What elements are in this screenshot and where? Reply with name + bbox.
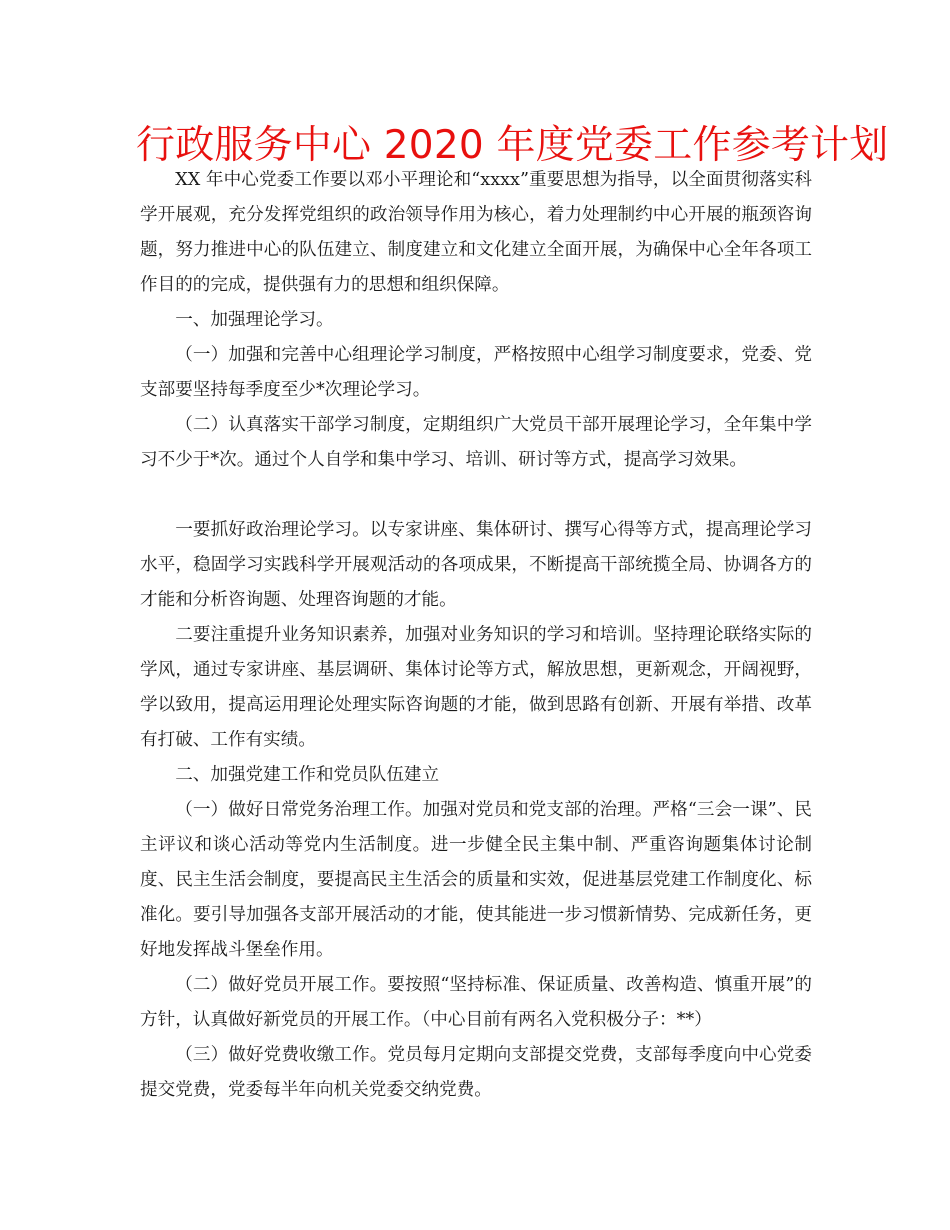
body-paragraph: （三）做好党费收缴工作。党员每月定期向支部提交党费，支部每季度向中心党委提交党费，党委每半年向机关党委交纳党费。 — [140, 1045, 812, 1100]
section-heading-2: 二、加强党建工作和党员队伍建立 — [175, 765, 440, 785]
intro-paragraph: XX 年中心党委工作要以邓小平理论和“xxxx”重要思想为指导，以全面贯彻落实科学开展观，充分发挥党组织的政治领导作用为核心，着力处理制约中心开展的瓶颈咨询题，努力推进中心的队伍建立、制度建立和文化建立全面开展，为确保中心全年各项工作目的的完成，提供强有力的思想和组织保障。 — [140, 170, 812, 295]
body-paragraph: （二）认真落实干部学习制度，定期组织广大党员干部开展理论学习，全年集中学习不少于*次。通过个人自学和集中学习、培训、研讨等方式，提高学习效果。 — [140, 415, 812, 470]
body-paragraph: （一）做好日常党务治理工作。加强对党员和党支部的治理。严格“三会一课”、民主评议和谈心活动等党内生活制度。进一步健全民主集中制、严重咨询题集体讨论制度、民主生活会制度，要提高民主生活会的质量和实效，促进基层党建工作制度化、标准化。要引导加强各支部开展活动的才能，使其能进一步习惯新情势、完成新任务，更好地发挥战斗堡垒作用。 — [140, 800, 812, 960]
body-paragraph: （二）做好党员开展工作。要按照“坚持标准、保证质量、改善构造、慎重开展”的方针，认真做好新党员的开展工作。（中心目前有两名入党积极分子：**） — [140, 975, 812, 1030]
body-paragraph: （一）加强和完善中心组理论学习制度，严格按照中心组学习制度要求，党委、党支部要坚持每季度至少*次理论学习。 — [140, 345, 812, 400]
body-paragraph: 一要抓好政治理论学习。以专家讲座、集体研讨、撰写心得等方式，提高理论学习水平，稳固学习实践科学开展观活动的各项成果，不断提高干部统揽全局、协调各方的才能和分析咨询题、处理咨询题的才能。 — [140, 520, 812, 610]
document-body — [140, 163, 812, 1108]
document-title: 行政服务中心 2020 年度党委工作参考计划 — [136, 123, 889, 168]
section-heading-1: 一、加强理论学习。 — [175, 310, 334, 330]
body-paragraph: 二要注重提升业务知识素养，加强对业务知识的学习和培训。坚持理论联络实际的学风，通过专家讲座、基层调研、集体讨论等方式，解放思想，更新观念，开阔视野，学以致用，提高运用理论处理实际咨询题的才能，做到思路有创新、开展有举措、改革有打破、工作有实绩。 — [140, 625, 812, 750]
